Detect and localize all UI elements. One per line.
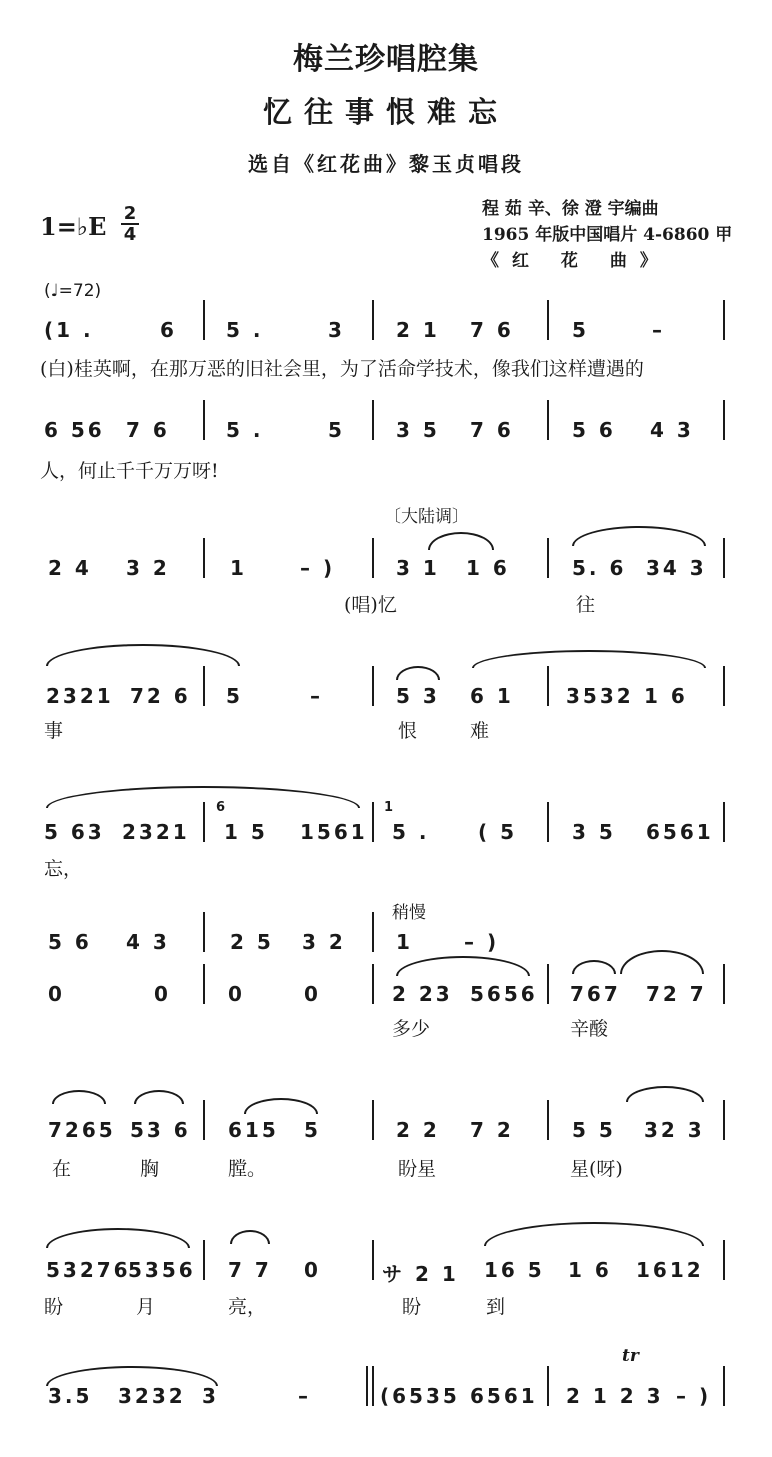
source-credit: 《红 花 曲》	[482, 251, 670, 271]
bar-line	[372, 538, 374, 578]
note-group: 5356	[128, 1258, 196, 1282]
lyric: 膛。	[228, 1158, 267, 1180]
note-group: 5	[328, 418, 345, 442]
bar-line	[723, 802, 725, 842]
note-group: 7 6	[470, 318, 514, 342]
note-group: ( 5	[478, 820, 518, 844]
note-group: 7 6	[126, 418, 170, 442]
note-group: 5 3	[396, 684, 440, 708]
note-group: 5	[226, 684, 243, 708]
bar-line	[547, 802, 549, 842]
note-group: サ 2 1	[382, 1262, 459, 1286]
note-group: 2 4	[48, 556, 92, 580]
lyric: 盼星	[398, 1158, 437, 1180]
bar-line	[203, 400, 205, 440]
note-group: 7 7	[228, 1258, 272, 1282]
narration-text: (白)桂英啊，在那万恶的旧社会里，为了活命学技术，像我们这样遭遇的	[40, 358, 644, 380]
note-group: 1561	[300, 820, 368, 844]
note-group: – )	[676, 1384, 712, 1408]
note-group: 72 6	[130, 684, 191, 708]
note-group: 2 1 2 3	[566, 1384, 664, 1408]
note-group: –	[310, 684, 323, 708]
note-group: 0	[228, 982, 245, 1006]
note-group: 4 3	[126, 930, 170, 954]
lyric: 盼	[402, 1296, 422, 1318]
note-group: 3 2	[126, 556, 170, 580]
song-title: 忆往事恨难忘	[262, 95, 509, 129]
note-group: 5	[572, 318, 589, 342]
tempo-annotation: 稍慢	[392, 903, 426, 923]
lyric: 盼	[44, 1296, 64, 1318]
bar-line	[547, 538, 549, 578]
slur	[396, 956, 530, 976]
bar-line	[372, 1100, 374, 1140]
note-group: 1 6	[568, 1258, 612, 1282]
slur	[472, 650, 706, 668]
slur	[572, 960, 616, 974]
note-group: 2 5	[230, 930, 274, 954]
note-group: 5 6	[572, 418, 616, 442]
note-group: 2321	[46, 684, 114, 708]
bar-line	[372, 1240, 374, 1280]
note-group: 0	[304, 982, 321, 1006]
bar-line	[723, 666, 725, 706]
note-group: 2 23	[392, 982, 453, 1006]
note-group: –	[298, 1384, 311, 1408]
time-signature-top: 2	[123, 203, 137, 224]
bar-line	[372, 1366, 374, 1406]
bar-line	[203, 300, 205, 340]
note-group: 0	[154, 982, 171, 1006]
slur	[626, 1086, 704, 1102]
tempo-marking: (♩=72)	[44, 281, 102, 301]
bar-line	[372, 400, 374, 440]
note-group: 7 2	[470, 1118, 514, 1142]
note-group: 4 3	[650, 418, 694, 442]
bar-line	[547, 300, 549, 340]
slur	[428, 532, 494, 550]
grace-note: 6	[216, 800, 226, 815]
note-group: 1 6	[644, 684, 688, 708]
note-group: 7 6	[470, 418, 514, 442]
slur	[46, 1228, 190, 1248]
note-group: 16 5	[484, 1258, 545, 1282]
bar-line	[723, 1366, 725, 1406]
note-group: 3532	[566, 684, 634, 708]
note-group: 72 7	[646, 982, 707, 1006]
slur	[396, 666, 440, 680]
note-group: 615	[228, 1118, 279, 1142]
bar-line	[723, 964, 725, 1004]
lyric: 难	[470, 720, 490, 742]
bar-line	[547, 964, 549, 1004]
lyric: 胸	[140, 1158, 160, 1180]
bar-line	[203, 538, 205, 578]
book-title: 梅兰珍唱腔集	[293, 42, 479, 77]
note-group: 6 1	[470, 684, 514, 708]
bar-line	[547, 666, 549, 706]
tune-annotation: 〔大陆调〕	[384, 507, 469, 527]
bar-line	[203, 666, 205, 706]
bar-line	[372, 964, 374, 1004]
bar-line	[203, 802, 205, 842]
note-group: 3 5	[572, 820, 616, 844]
lyric: 多少	[392, 1018, 431, 1040]
note-group: 53276	[46, 1258, 131, 1282]
lyric: 亮，	[228, 1296, 267, 1318]
slur	[244, 1098, 318, 1114]
note-group: 6	[160, 318, 177, 342]
bar-line	[547, 1366, 549, 1406]
note-group: 5	[304, 1118, 321, 1142]
bar-line	[203, 1240, 205, 1280]
grace-note: 1	[384, 800, 394, 815]
bar-line	[723, 538, 725, 578]
bar-line	[723, 300, 725, 340]
note-group: –	[652, 318, 665, 342]
note-group: 5 .	[392, 820, 430, 844]
time-signature-bottom: 4	[123, 224, 137, 245]
note-group: – )	[464, 930, 500, 954]
note-group: 1	[396, 930, 413, 954]
record-credit: 1965 年版中国唱片 4-6860 甲	[482, 225, 733, 245]
note-group: 32 3	[644, 1118, 705, 1142]
bar-line	[372, 912, 374, 952]
note-group: 5 .	[226, 318, 264, 342]
note-group: 6561	[470, 1384, 538, 1408]
note-group: 53 6	[130, 1118, 191, 1142]
lyric: (唱)忆	[344, 594, 397, 616]
song-subtitle: 选自《红花曲》黎玉贞唱段	[248, 152, 524, 176]
narration-text: 人，何止千千万万呀!	[40, 460, 219, 482]
bar-line	[203, 912, 205, 952]
note-group: 1612	[636, 1258, 704, 1282]
note-group: 7265	[48, 1118, 116, 1142]
time-signature	[120, 204, 140, 244]
lyric: 事	[44, 720, 64, 742]
slur	[484, 1222, 704, 1246]
bar-line	[547, 400, 549, 440]
note-group: (1 .	[44, 318, 94, 342]
note-group: 3232	[118, 1384, 186, 1408]
composer-credit: 程 茹 辛、徐 澄 宇编曲	[482, 199, 659, 219]
bar-line	[372, 802, 374, 842]
note-group: 2 2	[396, 1118, 440, 1142]
bar-line	[547, 1100, 549, 1140]
note-group: 767	[570, 982, 621, 1006]
note-group: 1	[230, 556, 247, 580]
note-group: 5 6	[48, 930, 92, 954]
bar-line	[372, 666, 374, 706]
slur	[230, 1230, 270, 1244]
slur	[46, 1366, 218, 1386]
lyric: 往	[576, 594, 596, 616]
trill-mark: tr	[622, 1346, 639, 1366]
note-group: 2321	[122, 820, 190, 844]
note-group: 3 5	[396, 418, 440, 442]
note-group: – )	[300, 556, 336, 580]
note-group: 3	[202, 1384, 219, 1408]
slur	[620, 950, 704, 974]
bar-line	[372, 300, 374, 340]
bar-line	[723, 400, 725, 440]
lyric: 星(呀)	[570, 1158, 623, 1180]
note-group: 5656	[470, 982, 538, 1006]
slur	[572, 526, 706, 546]
lyric: 在	[52, 1158, 72, 1180]
slur	[134, 1090, 184, 1104]
note-group: 2 1	[396, 318, 440, 342]
lyric: 到	[486, 1296, 506, 1318]
note-group: 0	[304, 1258, 321, 1282]
note-group: 1 5	[224, 820, 268, 844]
bar-line	[203, 1100, 205, 1140]
lyric: 辛酸	[570, 1018, 609, 1040]
note-group: 5. 6	[572, 556, 627, 580]
lyric: 忘，	[44, 858, 83, 880]
lyric: 恨	[398, 720, 418, 742]
bar-line	[723, 1240, 725, 1280]
note-group: (6535	[380, 1384, 460, 1408]
bar-line	[203, 964, 205, 1004]
note-group: 6561	[646, 820, 714, 844]
slur	[52, 1090, 106, 1104]
note-group: 34 3	[646, 556, 707, 580]
note-group: 5 .	[226, 418, 264, 442]
note-group: 3.5	[48, 1384, 93, 1408]
lyric: 月	[136, 1296, 156, 1318]
note-group: 6 56	[44, 418, 105, 442]
note-group: 3	[328, 318, 345, 342]
note-group: 3 2	[302, 930, 346, 954]
bar-line	[366, 1366, 368, 1406]
note-group: 5 5	[572, 1118, 616, 1142]
bar-line	[723, 1100, 725, 1140]
note-group: 5 63	[44, 820, 105, 844]
key-signature: 1=♭E	[40, 212, 107, 241]
note-group: 0	[48, 982, 65, 1006]
note-group: 3 1	[396, 556, 440, 580]
slur	[46, 644, 240, 666]
note-group: 1 6	[466, 556, 510, 580]
